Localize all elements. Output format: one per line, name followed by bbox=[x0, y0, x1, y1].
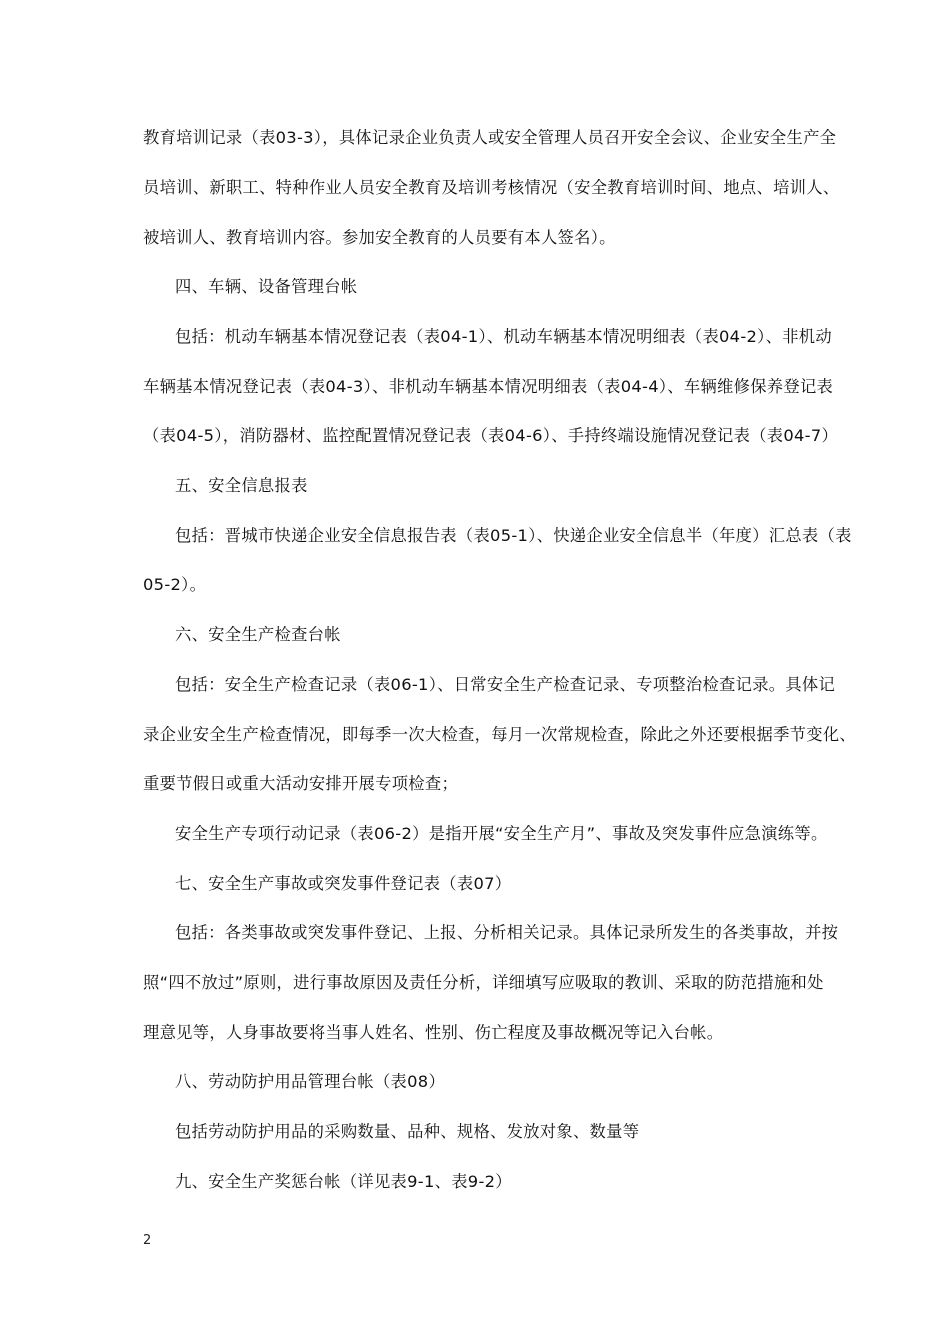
section-heading: 八、劳动防护用品管理台帐（表08） bbox=[175, 1072, 446, 1091]
paragraph-line: 理意见等，人身事故要将当事人姓名、性别、伤亡程度及事故概况等记入台帐。 bbox=[143, 1023, 724, 1042]
paragraph-line: 包括劳动防护用品的采购数量、品种、规格、发放对象、数量等 bbox=[175, 1122, 640, 1141]
paragraph-line: 05-2）。 bbox=[143, 575, 207, 594]
paragraph-line: 包括：晋城市快递企业安全信息报告表（表05-1）、快递企业安全信息半（年度）汇总表（表 bbox=[175, 526, 852, 545]
section-heading: 五、安全信息报表 bbox=[175, 476, 308, 495]
paragraph-line: 员培训、新职工、特种作业人员安全教育及培训考核情况（安全教育培训时间、地点、培训人、 bbox=[143, 178, 840, 197]
section-heading: 六、安全生产检查台帐 bbox=[175, 625, 341, 644]
paragraph-line: 包括：各类事故或突发事件登记、上报、分析相关记录。具体记录所发生的各类事故，并按 bbox=[175, 923, 839, 942]
paragraph-line: 安全生产专项行动记录（表06-2）是指开展“安全生产月”、事故及突发事件应急演练等。 bbox=[175, 824, 828, 843]
paragraph-line: （表04-5），消防器材、监控配置情况登记表（表04-6）、手持终端设施情况登记表（表04-7） bbox=[143, 426, 839, 445]
section-heading: 四、车辆、设备管理台帐 bbox=[175, 277, 358, 296]
paragraph-line: 教育培训记录（表03-3），具体记录企业负责人或安全管理人员召开安全会议、企业安全生产全 bbox=[143, 128, 837, 147]
paragraph-line: 包括：安全生产检查记录（表06-1）、日常安全生产检查记录、专项整治检查记录。具体记 bbox=[175, 675, 836, 694]
paragraph-line: 被培训人、教育培训内容。参加安全教育的人员要有本人签名）。 bbox=[143, 228, 616, 247]
section-heading: 七、安全生产事故或突发事件登记表（表07） bbox=[175, 874, 512, 893]
paragraph-line: 照“四不放过”原则，进行事故原因及责任分析，详细填写应吸取的教训、采取的防范措施和处 bbox=[143, 973, 824, 992]
paragraph-line: 包括：机动车辆基本情况登记表（表04-1）、机动车辆基本情况明细表（表04-2）、非机动 bbox=[175, 327, 832, 346]
paragraph-line: 重要节假日或重大活动安排开展专项检查； bbox=[143, 774, 459, 793]
paragraph-line: 车辆基本情况登记表（表04-3）、非机动车辆基本情况明细表（表04-4）、车辆维修保养登记表 bbox=[143, 377, 834, 396]
section-heading: 九、安全生产奖惩台帐（详见表9-1、表9-2） bbox=[175, 1172, 512, 1191]
page-number: 2 bbox=[143, 1233, 152, 1248]
paragraph-line: 录企业安全生产检查情况，即每季一次大检查，每月一次常规检查，除此之外还要根据季节变化、 bbox=[143, 725, 856, 744]
